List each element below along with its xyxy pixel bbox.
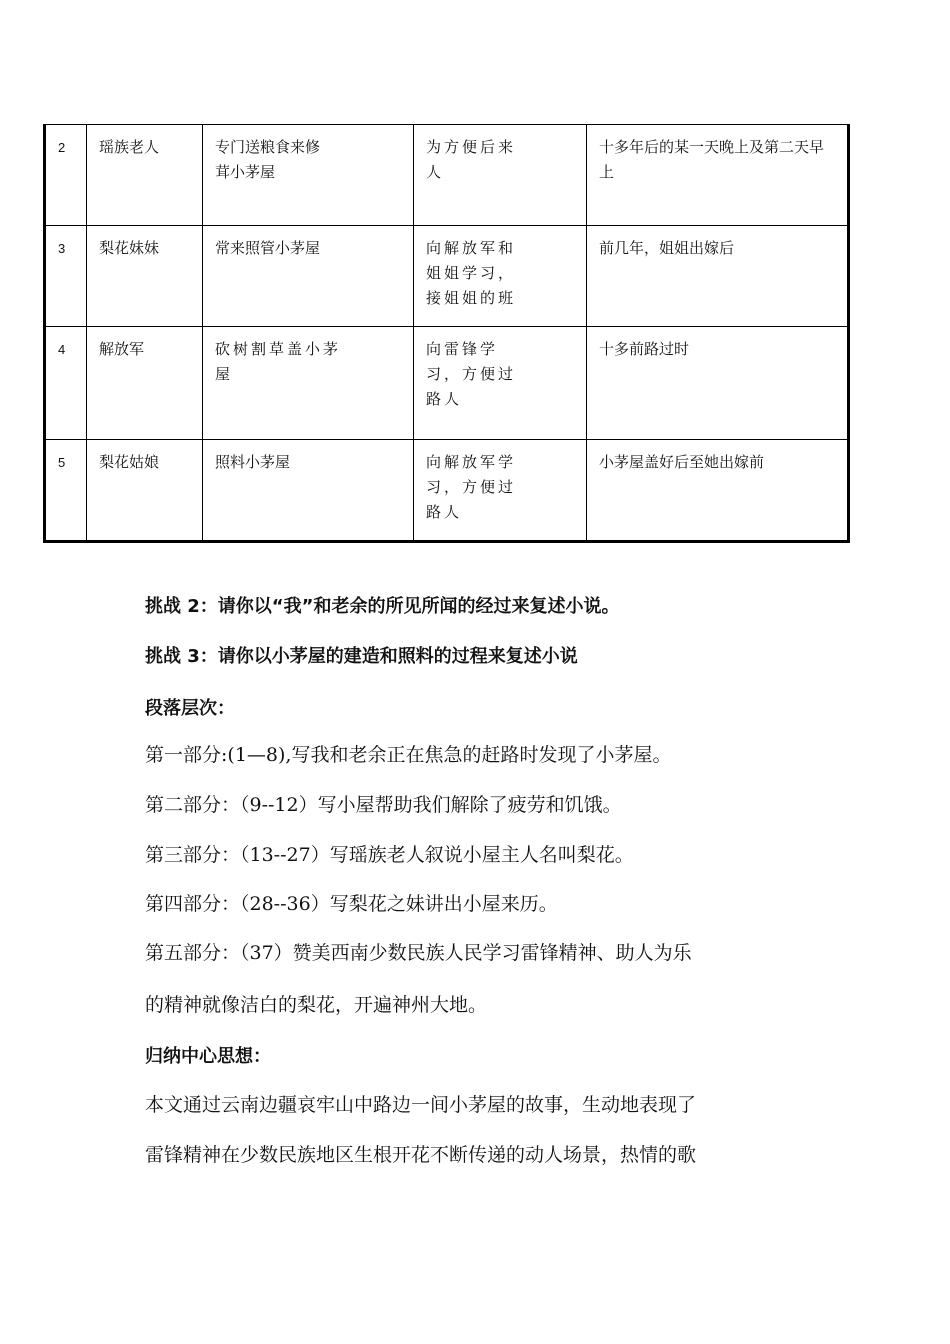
part-2: 第二部分：（9--12）写小屋帮助我们解除了疲劳和饥饿。 [145, 794, 622, 816]
time-cell: 十多前路过时 [587, 327, 849, 440]
challenge-2: 挑战 2：请你以“我”和老余的所见所闻的经过来复述小说。 [145, 596, 620, 617]
part-3: 第三部分：（13--27）写瑶族老人叙说小屋主人名叫梨花。 [145, 844, 634, 866]
theme-line-2: 雷锋精神在少数民族地区生根开花不断传递的动人场景，热情的歌 [145, 1144, 697, 1166]
part-5-line-1: 第五部分：（37）赞美西南少数民族人民学习雷锋精神、助人为乐 [145, 942, 692, 964]
reason-cell: 向解放军学习，方便过路人 [414, 440, 587, 542]
table-row [45, 440, 849, 542]
summary-table [43, 124, 850, 543]
person-cell: 梨花姑娘 [87, 440, 203, 542]
time-cell: 十多年后的某一天晚上及第二天早上 [587, 125, 849, 226]
section-heading: 段落层次： [145, 698, 235, 719]
reason-cell: 向雷锋学习，方便过路人 [414, 327, 587, 440]
part-5-line-2: 的精神就像洁白的梨花，开遍神州大地。 [145, 994, 488, 1016]
action-cell: 常来照管小茅屋 [203, 226, 414, 327]
row-number: 4 [45, 327, 87, 440]
table-row [45, 327, 849, 440]
table-row [45, 226, 849, 327]
person-cell: 梨花妹妹 [87, 226, 203, 327]
part-1: 第一部分:(1—8),写我和老余正在焦急的赶路时发现了小茅屋。 [145, 744, 672, 766]
person-cell: 解放军 [87, 327, 203, 440]
time-cell: 小茅屋盖好后至她出嫁前 [587, 440, 849, 542]
challenge-3: 挑战 3：请你以小茅屋的建造和照料的过程来复述小说 [145, 646, 578, 667]
part-4: 第四部分：（28--36）写梨花之妹讲出小屋来历。 [145, 893, 558, 915]
reason-cell: 为方便后来人 [414, 125, 587, 226]
action-cell: 专门送粮食来修茸小茅屋 [203, 125, 414, 226]
action-cell: 照料小茅屋 [203, 440, 414, 542]
theme-line-1: 本文通过云南边疆哀牢山中路边一间小茅屋的故事，生动地表现了 [145, 1094, 697, 1116]
theme-heading: 归纳中心思想： [145, 1046, 271, 1067]
time-cell: 前几年，姐姐出嫁后 [587, 226, 849, 327]
row-number: 5 [45, 440, 87, 542]
row-number: 3 [45, 226, 87, 327]
action-cell: 砍树割草盖小茅屋 [203, 327, 414, 440]
table-row [45, 125, 849, 226]
reason-cell: 向解放军和姐姐学习，接姐姐的班 [414, 226, 587, 327]
row-number: 2 [45, 125, 87, 226]
person-cell: 瑶族老人 [87, 125, 203, 226]
